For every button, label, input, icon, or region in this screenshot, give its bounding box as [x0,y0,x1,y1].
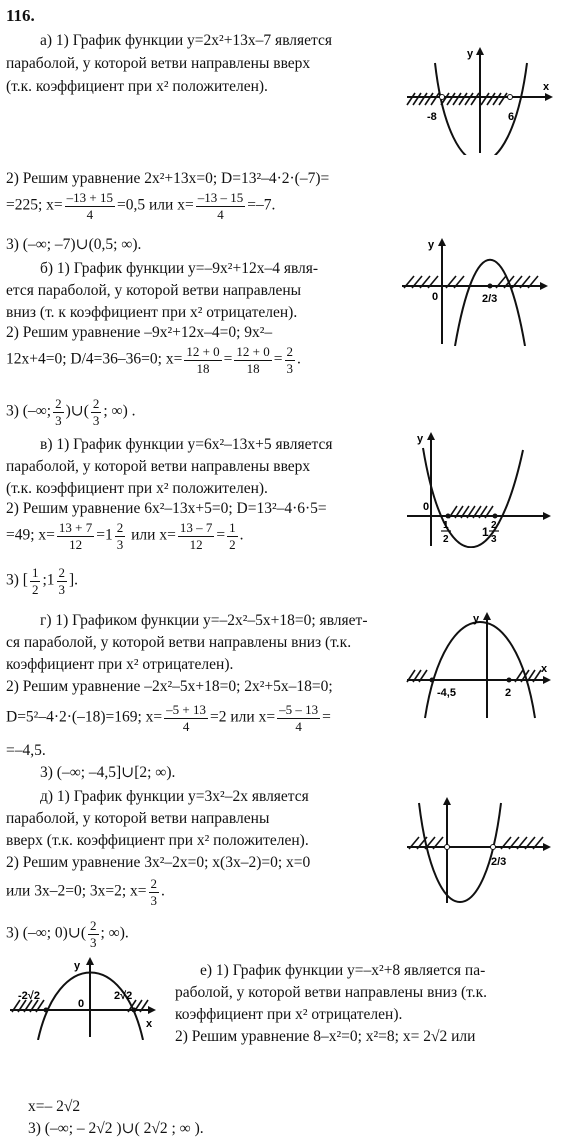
graph-b [400,236,550,346]
part-e-line-1: е) 1) График функции y=–x²+8 является па- [200,962,486,979]
graph-a-y-label: y [467,48,474,60]
fraction: $\frac{-13 - 15}{4}$ [197,190,244,222]
fraction: $\frac{-5 + 13}{4}$ [166,702,206,734]
graph-e [8,955,158,1040]
graph-d [405,795,553,905]
graph-v-origin: 0 [423,501,430,513]
part-v-line-3: (т.к. коэффициент при x² положителен). [6,480,268,497]
part-b-line-2: ется параболой, у которой ветви направлены [6,282,302,299]
part-a-line-4: 2) Решим уравнение 2x²+13x=0; D=13²–4·2·(–7)= [6,170,330,187]
graph-a-root-1: -8 [427,111,437,123]
graph-v-y-label: y [417,433,424,445]
fraction: $\frac{13 + 7}{12}$ [58,520,93,552]
graph-e-x-label: x [146,1018,153,1030]
part-a-line-1: а) 1) График функции y=2x²+13x–7 является [40,32,333,49]
part-a-line-2: параболой, у которой ветви направлены вверх [6,55,311,72]
fraction: $\frac{2}{3}$ [92,396,100,428]
part-g-line-3: коэффициент при x² отрицателен). [6,656,234,673]
part-v-line-4: 2) Решим уравнение 6x²–13x+5=0; D=13²–4·6·5= [6,500,327,517]
graph-g-root-2: 2 [505,687,512,699]
problem-number: 116. [6,6,35,25]
fraction: $\frac{-13 + 15}{4}$ [66,190,114,222]
part-g-line-6: =–4,5. [6,742,46,759]
graph-b-origin: 0 [432,291,439,303]
part-v-line-1: в) 1) График функции y=6x²–13x+5 является [40,436,333,453]
fraction: $\frac{13 - 7}{12}$ [179,520,213,552]
graph-v [405,430,553,548]
part-d-line-2: параболой, у которой ветви направлены [6,810,270,827]
fraction: $\frac{1}{2}$ [31,565,39,597]
part-v-line-5: =49; x= $\frac{13 + 7}{12}$ =1 $\frac{2}{3}$ или x= $\frac{13 - 7}{12}$ = $\frac{1}{2}$ . [6,520,244,552]
part-b-answer: 3) (–∞; $\frac{2}{3}$ )∪( $\frac{2}{3}$ ; ∞) . [6,396,136,428]
fraction: $\frac{-5 - 13}{4}$ [279,702,319,734]
graph-e-root-2: 2√2 [114,990,133,1002]
fraction: $\frac{12 + 0}{18}$ [186,344,220,376]
graph-v-root-2-num: 2 [491,520,497,531]
graph-v-root-2-whole: 1 [482,525,489,539]
part-g-line-2: ся параболой, у которой ветви направлены вниз (т.к. [6,634,352,651]
graph-g-x-label: x [541,663,548,675]
graph-a [405,45,555,155]
part-e-line-3: коэффициент при x² отрицателен). [175,1006,403,1023]
part-b-line-3: вниз (т. к коэффициент при x² отрицателен). [6,304,298,321]
graph-b-y-label: y [428,239,435,251]
fraction: $\frac{2}{3}$ [116,520,124,552]
part-g-line-5: D=5²–4·2·(–18)=169; x= $\frac{-5 + 13}{4}$ =2 или x= $\frac{-5 - 13}{4}$ = [6,702,331,734]
fraction: $\frac{2}{3}$ [58,565,66,597]
fraction: $\frac{2}{3}$ [55,396,62,428]
graph-a-x-label: x [543,81,550,93]
fraction: $\frac{2}{3}$ [90,918,97,950]
part-a-line-3: (т.к. коэффициент при x² положителен). [6,78,268,95]
part-b-line-4: 2) Решим уравнение –9x²+12x–4=0; 9x²– [6,324,273,341]
fraction: $\frac{12 + 0}{18}$ [236,344,270,376]
part-v-answer: 3) [ $\frac{1}{2}$ ;1 $\frac{2}{3}$ ]. [6,565,79,597]
part-b-line-1: б) 1) График функции y=–9x²+12x–4 явля- [40,260,319,277]
part-g-line-1: г) 1) Графиком функции y=–2x²–5x+18=0; являет- [40,612,368,629]
part-e-line-5: x=– 2√2 [28,1098,81,1115]
graph-g-root-1: -4,5 [437,687,456,699]
part-a-line-5: =225; x= $\frac{-13 + 15}{4}$ =0,5 или x= $\frac{-13 - 15}{4}$ =–7. [6,190,276,222]
graph-v-root-1-den: 2 [443,534,449,545]
graph-e-y-label: y [74,960,81,972]
part-e-line-4: 2) Решим уравнение 8–x²=0; x²=8; x= 2√2 или [175,1028,476,1045]
part-e-answer: 3) (–∞; – 2√2 )∪( 2√2 ; ∞ ). [28,1120,204,1137]
graph-v-root-2-den: 3 [491,534,497,545]
fraction: $\frac{2}{3}$ [150,876,158,908]
part-d-answer: 3) (–∞; 0)∪( $\frac{2}{3}$ ; ∞). [6,918,129,950]
part-d-line-5: или 3x–2=0; 3x=2; x= $\frac{2}{3}$ . [6,876,165,908]
fraction: $\frac{2}{3}$ [286,344,294,376]
graph-g [405,610,553,720]
graph-a-root-2: 6 [508,111,515,123]
part-d-line-1: д) 1) График функции y=3x²–2x является [40,788,309,805]
graph-e-root-1: -2√2 [18,990,40,1002]
part-g-answer: 3) (–∞; –4,5]∪[2; ∞). [40,764,176,781]
part-v-line-2: параболой, у которой ветви направлены вверх [6,458,311,475]
graph-e-origin: 0 [78,998,85,1010]
part-d-line-4: 2) Решим уравнение 3x²–2x=0; x(3x–2)=0; x=0 [6,854,311,871]
graph-g-y-label: y [473,613,480,625]
graph-b-root: 2/3 [482,293,498,305]
part-e-line-2: раболой, у которой ветви направлены вниз (т.к. [175,984,488,1001]
graph-d-root: 2/3 [491,856,507,868]
fraction: $\frac{1}{2}$ [229,520,236,552]
part-g-line-4: 2) Решим уравнение –2x²–5x+18=0; 2x²+5x–18=0; [6,678,333,695]
part-b-line-5: 12x+4=0; D/4=36–36=0; x= $\frac{12 + 0}{18}$ = $\frac{12 + 0}{18}$ = $\frac{2}{3}$ . [6,344,301,376]
graph-v-root-1-num: 1 [443,520,449,531]
part-a-answer: 3) (–∞; –7)∪(0,5; ∞). [6,236,142,253]
part-d-line-3: вверх (т.к. коэффициент при x² положителен). [6,832,309,849]
